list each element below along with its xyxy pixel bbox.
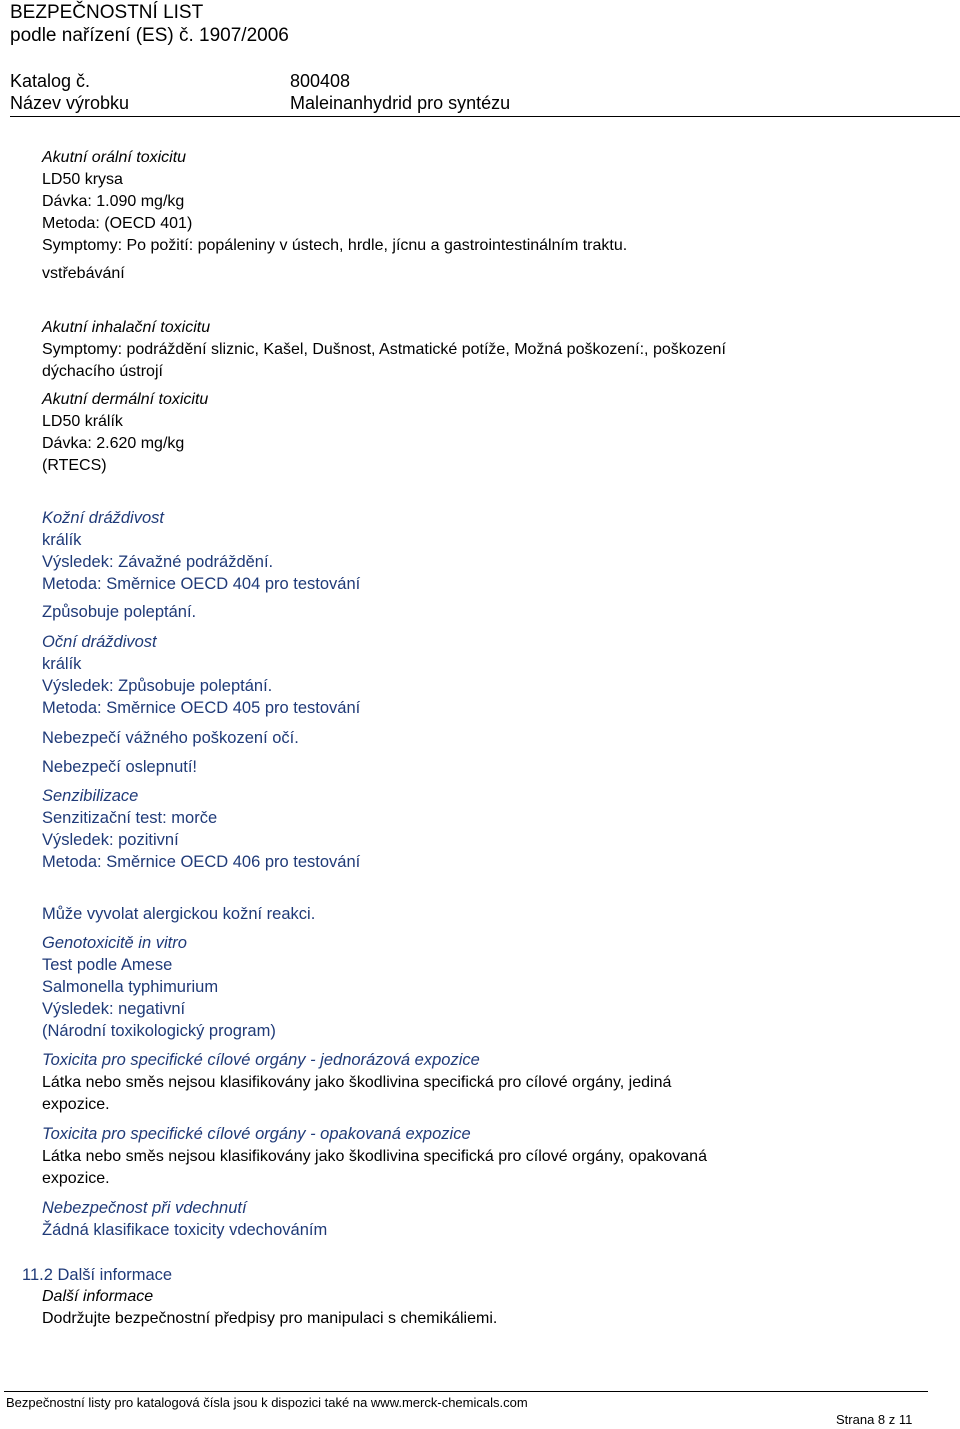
stot-repeated-heading: Toxicita pro specifické cílové orgány - opakovaná expozice [42,1125,471,1143]
eye-method: Metoda: Směrnice OECD 405 pro testování [42,699,361,717]
eye-note-damage: Nebezpečí vážného poškození očí. [42,729,299,747]
inhalation-symptoms-line2: dýchacího ústrojí [42,363,163,380]
genotoxicity-organism: Salmonella typhimurium [42,978,219,996]
oral-method: Metoda: (OECD 401) [42,215,193,232]
sensitization-note: Může vyvolat alergickou kožní reakci. [42,905,316,923]
aspiration-heading: Nebezpečnost při vdechnutí [42,1199,247,1217]
footer-divider [4,1391,928,1392]
genotoxicity-test: Test podle Amese [42,956,173,974]
section-11-2-title: 11.2 Další informace [22,1266,173,1284]
skin-irritation-heading: Kožní dráždivost [42,509,164,527]
further-info-heading: Další informace [42,1288,154,1305]
eye-species: králík [42,655,82,673]
product-name-value: Maleinanhydrid pro syntézu [290,93,511,113]
skin-method: Metoda: Směrnice OECD 404 pro testování [42,575,361,593]
product-name-label: Název výrobku [10,93,130,113]
eye-result: Výsledek: Způsobuje poleptání. [42,677,273,695]
eye-note-blindness: Nebezpečí oslepnutí! [42,758,198,776]
dermal-dose: Dávka: 2.620 mg/kg [42,435,185,452]
catalog-number: 800408 [290,71,351,91]
document-title: BEZPEČNOSTNÍ LIST [10,2,204,23]
aspiration-text: Žádná klasifikace toxicity vdechováním [42,1221,328,1239]
sensitization-test: Senzitizační test: morče [42,809,218,827]
further-info-text: Dodržujte bezpečnostní předpisy pro manipulaci s chemikáliemi. [42,1310,498,1327]
sensitization-heading: Senzibilizace [42,787,139,805]
footer-note: Bezpečnostní listy pro katalogová čísla jsou k dispozici také na www.merck-chemicals.com [6,1395,528,1410]
genotoxicity-heading: Genotoxicitě in vitro [42,934,187,952]
oral-dose: Dávka: 1.090 mg/kg [42,193,185,210]
dermal-source: (RTECS) [42,457,107,474]
stot-repeated-text-line1: Látka nebo směs nejsou klasifikovány jako škodlivina specifická pro cílové orgány, opakovaná [42,1148,707,1165]
oral-toxicity-heading: Akutní orální toxicitu [42,149,187,166]
genotoxicity-source: (Národní toxikologický program) [42,1022,276,1040]
inhalation-symptoms-line1: Symptomy: podráždění sliznic, Kašel, Dušnost, Astmatické potíže, Možná poškození:, poškození [42,341,726,358]
skin-result: Výsledek: Závažné podráždění. [42,553,274,571]
genotoxicity-result: Výsledek: negativní [42,1000,186,1018]
catalog-label: Katalog č. [10,71,91,91]
stot-single-text-line2: expozice. [42,1096,110,1113]
regulation-line: podle nařízení (ES) č. 1907/2006 [10,25,289,46]
stot-repeated-text-line2: expozice. [42,1170,110,1187]
sensitization-method: Metoda: Směrnice OECD 406 pro testování [42,853,361,871]
sensitization-result: Výsledek: pozitivní [42,831,179,849]
page-number: Strana 8 z 11 [836,1412,913,1427]
dermal-species: LD50 králík [42,413,123,430]
skin-note: Způsobuje poleptání. [42,603,197,621]
eye-irritation-heading: Oční dráždivost [42,633,157,651]
skin-species: králík [42,531,82,549]
stot-single-text-line1: Látka nebo směs nejsou klasifikovány jako škodlivina specifická pro cílové orgány, jediná [42,1074,672,1091]
inhalation-toxicity-heading: Akutní inhalační toxicitu [42,319,211,336]
dermal-toxicity-heading: Akutní dermální toxicitu [42,391,209,408]
stot-single-heading: Toxicita pro specifické cílové orgány - jednorázová expozice [42,1051,480,1069]
oral-species: LD50 krysa [42,171,123,188]
oral-symptoms: Symptomy: Po požití: popáleniny v ústech, hrdle, jícnu a gastrointestinálním traktu. [42,237,628,254]
absorption-text: vstřebávání [42,265,125,282]
header-divider [10,116,960,117]
